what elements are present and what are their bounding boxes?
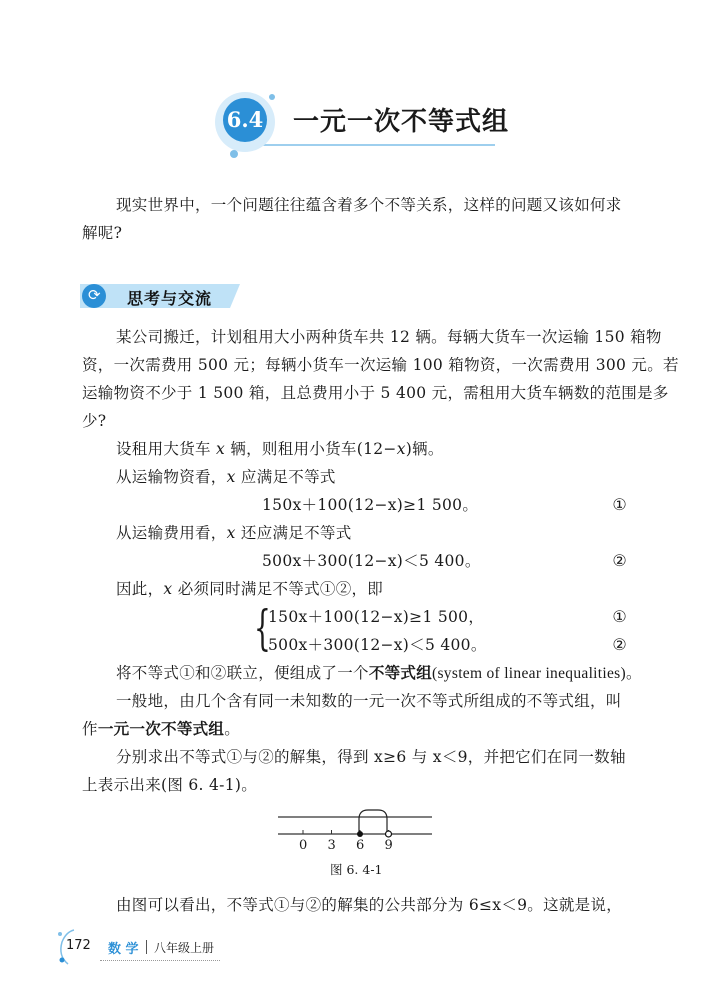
tick-labels	[270, 838, 440, 854]
inequality-2-number: ②	[612, 551, 627, 570]
from-cost-text-2: 还应满足不等式	[240, 524, 352, 542]
think-discuss-title: 思考与交流	[127, 289, 213, 308]
section-number: 6.4	[226, 107, 264, 132]
page-number: 172	[66, 938, 91, 953]
general-line-1: 一般地，由几个含有同一未知数的一元一次不等式所组成的不等式组，叫	[116, 692, 622, 710]
footer-rule	[100, 960, 220, 961]
solution-region-6	[359, 810, 387, 834]
figure-caption: 图 6. 4-1	[330, 862, 383, 877]
footer-divider	[146, 940, 147, 954]
problem-line-4: 少?	[82, 412, 107, 430]
therefore-text: 因此，	[116, 580, 164, 598]
var-x: x	[396, 440, 406, 458]
section-title: 一元一次不等式组	[293, 107, 510, 137]
from-figure-line: 由图可以看出，不等式①与②的解集的公共部分为 6≤x＜9。这就是说，	[116, 896, 623, 914]
tick-label: 6	[356, 838, 365, 853]
combine-text: 将不等式①和②联立，便组成了一个	[116, 664, 369, 682]
inequality-1-number: ①	[612, 495, 627, 514]
problem-line-1: 某公司搬迁，计划租用大小两种货车共 12 辆。每辆大货车一次运输 150 箱物	[116, 328, 662, 346]
think-icon: ⟳	[88, 286, 101, 304]
from-cost-line	[116, 519, 352, 547]
therefore-line	[116, 575, 383, 603]
tick-label: 3	[327, 838, 336, 853]
term-linear-inequality-system: 一元一次不等式组	[97, 720, 225, 738]
system-1-number: ①	[612, 607, 627, 626]
set-text-2: 辆，则租用小货车(12−	[230, 440, 397, 458]
from-goods-text-2: 应满足不等式	[240, 468, 336, 486]
footer-grade: 八年级上册	[154, 941, 215, 955]
combine-line	[116, 659, 642, 688]
var-x: x	[226, 468, 236, 486]
system-2-number: ②	[612, 635, 627, 654]
system-line-2: 500x＋300(12−x)＜5 400。	[268, 636, 487, 654]
hollow-point	[386, 831, 392, 837]
tick-label: 9	[384, 838, 393, 853]
general-line-2	[82, 715, 240, 743]
therefore-text-2: 必须同时满足不等式①②，即	[177, 580, 384, 598]
set-text-3: )辆。	[405, 440, 444, 458]
system-brace: {	[254, 600, 271, 656]
from-cost-text: 从运输费用看，	[116, 524, 227, 542]
solve-line-1: 分别求出不等式①与②的解集，得到 x≥6 与 x＜9，并把它们在同一数轴	[116, 748, 626, 766]
from-goods-line	[116, 463, 336, 491]
inequality-1: 150x＋100(12−x)≥1 500。	[262, 496, 479, 514]
footer-subject: 数 学	[108, 942, 139, 957]
combine-english: (system of linear inequalities)。	[432, 665, 642, 682]
inequality-2: 500x＋300(12−x)＜5 400。	[262, 552, 481, 570]
solid-point	[357, 831, 363, 837]
var-x: x	[163, 580, 173, 598]
set-text-1: 设租用大货车	[116, 440, 211, 458]
problem-line-2: 资，一次需费用 500 元；每辆小货车一次运输 100 箱物资，一次需费用 300 元。若	[82, 356, 679, 374]
intro-line-1: 现实世界中，一个问题往往蕴含着多个不等关系，这样的问题又该如何求	[116, 196, 622, 214]
general-end: 。	[224, 720, 241, 738]
solve-line-2: 上表示出来(图 6. 4-1)。	[82, 776, 257, 794]
problem-line-3: 运输物资不少于 1 500 箱，且总费用小于 5 400 元，需租用大货车辆数的范围是多	[82, 384, 669, 402]
intro-line-2: 解呢?	[82, 224, 123, 242]
term-inequality-system: 不等式组	[368, 664, 433, 682]
system-line-1: 150x＋100(12−x)≥1 500，	[268, 608, 485, 626]
general-text: 作	[82, 720, 98, 738]
var-x: x	[226, 524, 236, 542]
var-x: x	[216, 440, 226, 458]
set-variable-line	[116, 435, 444, 463]
from-goods-text: 从运输物资看，	[116, 468, 227, 486]
tick-label: 0	[299, 838, 308, 853]
